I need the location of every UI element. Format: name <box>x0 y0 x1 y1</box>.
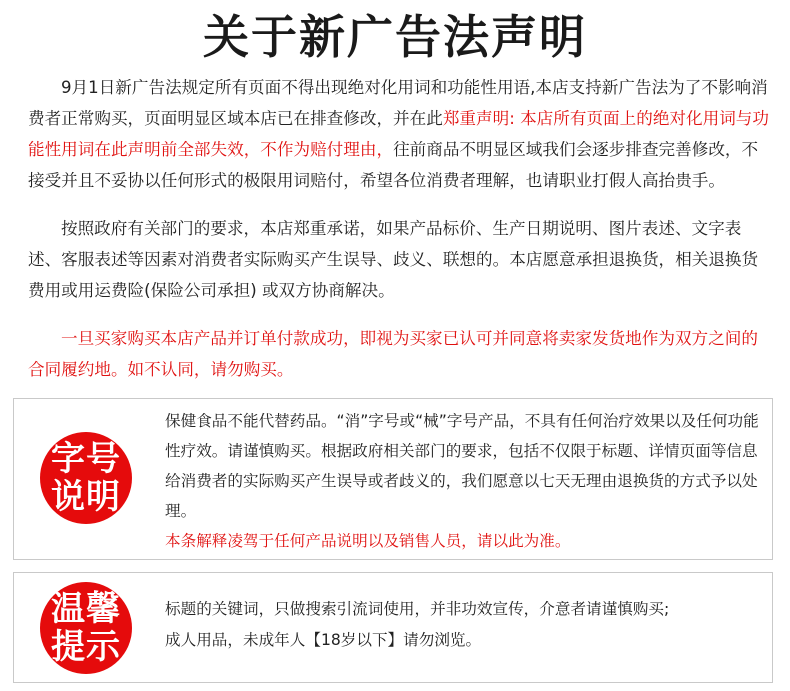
trademark-explanation-box <box>13 398 773 560</box>
notice-paragraph-1 <box>28 72 773 196</box>
warm-reminder-box <box>13 572 773 683</box>
trademark-badge <box>40 432 132 524</box>
warm-reminder-text <box>165 594 765 656</box>
badge-label: 温馨提示 <box>51 589 121 667</box>
badge-label: 字号说明 <box>51 439 121 517</box>
solemn-declaration: 郑重声明: 本店所有页面上的绝对化用词与功能性用词在此声明前全部失效，不作为赔付理由， <box>28 109 769 159</box>
page-title: 关于新广告法声明 <box>203 10 587 64</box>
notice-text: 9月1日新广告法规定所有页面不得出现绝对化用词和功能性用语,本店支持新广告法为了不影响消费者正常购买，页面明显区域本店已在排查修改，并在此 <box>28 78 768 128</box>
explanation-note: 本条解释凌驾于任何产品说明以及销售人员，请以此为准。 <box>165 532 571 550</box>
reminder-line: 标题的关键词，只做搜索引流词使用，并非功效宣传，介意者请谨慎购买; <box>165 600 670 618</box>
trademark-explanation-text <box>165 406 765 556</box>
notice-paragraph-2: 按照政府有关部门的要求，本店郑重承诺，如果产品标价、生产日期说明、图片表述、文字表述、客服表述等因素对消费者实际购买产生误导、歧义、联想的。本店愿意承担退换货，相关退换货费用或用运费险(保险公司承担) 或双方协商解决。 <box>28 219 759 300</box>
reminder-badge <box>40 582 132 674</box>
notice-section <box>28 72 773 385</box>
notice-text: 往前商品不明显区域我们会逐步排查完善修改，不接受并且不妥协以任何形式的极限用词赔付，希望各位消费者理解，也请职业打假人高抬贵手。 <box>28 140 759 190</box>
reminder-line: 成人用品，未成年人【18岁以下】请勿浏览。 <box>165 631 482 649</box>
explanation-body: 保健食品不能代替药品。“消”字号或“械”字号产品，不具有任何治疗效果以及任何功能性疗效。请谨慎购买。根据政府相关部门的要求，包括不仅限于标题、详情页面等信息给消费者的实际购买产生误导或者歧义的，我们愿意以七天无理由退换货的方式予以处理。 <box>165 412 759 520</box>
notice-paragraph-3: 一旦买家购买本店产品并订单付款成功，即视为买家已认可并同意将卖家发货地作为双方之间的合同履约地。如不认同，请勿购买。 <box>28 329 758 379</box>
